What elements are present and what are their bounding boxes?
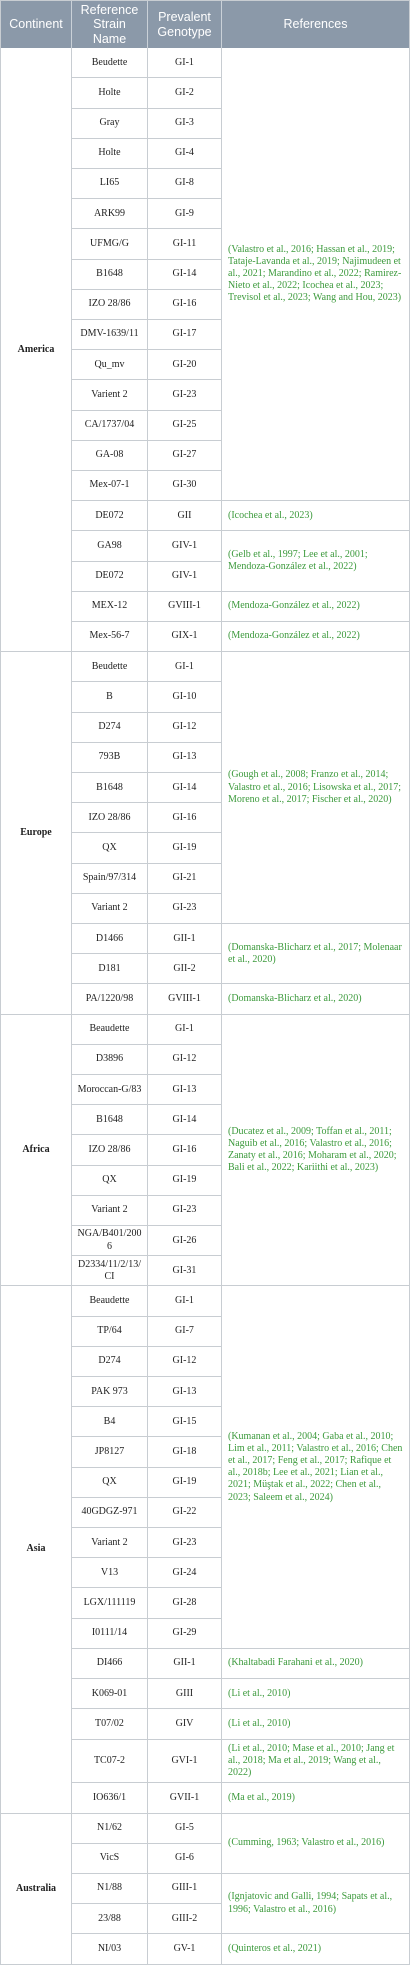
strain-name-cell: GA-08 — [72, 441, 148, 471]
strain-name-cell: IZO 28/86 — [72, 1135, 148, 1165]
genotype-cell: GI-1 — [148, 652, 222, 682]
reference-cell: (Domanska-Blicharz et al., 2020) — [222, 984, 409, 1014]
strain-name-cell: Variant 2 — [72, 1196, 148, 1226]
genotype-cell: GI-13 — [148, 1075, 222, 1105]
strain-name-cell: 23/88 — [72, 1904, 148, 1934]
genotype-cell: GIII — [148, 1679, 222, 1709]
strain-name-cell: Beaudette — [72, 1015, 148, 1045]
reference-cell: (Li et al., 2010) — [222, 1709, 409, 1739]
strain-name-cell: B1648 — [72, 260, 148, 290]
strain-name-cell: Beaudette — [72, 1286, 148, 1316]
strain-name-cell: Mex-07-1 — [72, 471, 148, 501]
strain-name-cell: PAK 973 — [72, 1377, 148, 1407]
header-references: References — [222, 1, 409, 48]
continent-name: Europe — [1, 652, 72, 1014]
strain-name-cell: N1/88 — [72, 1874, 148, 1904]
genotype-cell: GI-3 — [148, 109, 222, 139]
strain-name-cell: D274 — [72, 713, 148, 743]
genotype-cell: GI-14 — [148, 773, 222, 803]
genotype-cell: GI-31 — [148, 1256, 222, 1286]
genotype-cell: GI-22 — [148, 1498, 222, 1528]
header-prevalent-genotype: Prevalent Genotype — [148, 1, 222, 48]
genotype-cell: GI-21 — [148, 864, 222, 894]
strain-name-cell: TP/64 — [72, 1317, 148, 1347]
genotype-cell: GI-13 — [148, 743, 222, 773]
strain-name-cell: Holte — [72, 78, 148, 108]
strain-name-cell: QX — [72, 833, 148, 863]
strain-name-cell: 40GDGZ-971 — [72, 1498, 148, 1528]
strain-name-cell: B — [72, 682, 148, 712]
table-header — [1, 1, 409, 48]
strain-name-cell: QX — [72, 1468, 148, 1498]
strain-name-cell: N1/62 — [72, 1814, 148, 1844]
genotype-cell: GI-28 — [148, 1588, 222, 1618]
genotype-cell: GIV — [148, 1709, 222, 1739]
genotype-cell: GI-23 — [148, 1196, 222, 1226]
reference-cell: (Kumanan et al., 2004; Gaba et al., 2010; Lim et al., 2011; Valastro et al., 2016; Chen et al., 2017; Feng et al., 2017; Rafique et al., 2018b; Lee et al., 2021; Lian et al., 2021; Müştak et al., 2022; Chen et al., 2023; Saleem et al., 2024) — [222, 1286, 409, 1648]
strain-name-cell: D2334/11/2/13/CI — [72, 1256, 148, 1286]
table-row — [1, 652, 409, 682]
genotype-cell: GIV-1 — [148, 531, 222, 561]
genotype-cell: GIV-1 — [148, 562, 222, 592]
strain-name-cell: Spain/97/314 — [72, 864, 148, 894]
strain-name-cell: IZO 28/86 — [72, 290, 148, 320]
reference-cell: (Ducatez et al., 2009; Toffan et al., 2011; Naguib et al., 2016; Valastro et al., 2016; Zanaty et al., 2016; Moharam et al., 2020; Bali et al., 2022; Kariithi et al., 2023) — [222, 1015, 409, 1287]
genotype-cell: GI-8 — [148, 169, 222, 199]
continent-name: Australia — [1, 1814, 72, 1965]
reference-cell: (Mendoza-González et al., 2022) — [222, 592, 409, 622]
strain-name-cell: NGA/B401/2006 — [72, 1226, 148, 1256]
strain-name-cell: NI/03 — [72, 1934, 148, 1965]
genotype-cell: GI-1 — [148, 48, 222, 78]
table-body — [1, 48, 409, 1965]
genotype-cell: GII-2 — [148, 954, 222, 984]
reference-cell: (Quinteros et al., 2021) — [222, 1934, 409, 1965]
genotype-cell: GI-16 — [148, 803, 222, 833]
reference-cell: (Icochea et al., 2023) — [222, 501, 409, 531]
genotype-cell: GI-1 — [148, 1015, 222, 1045]
strain-name-cell: LGX/111119 — [72, 1588, 148, 1618]
genotype-cell: GVIII-1 — [148, 592, 222, 622]
strain-name-cell: DE072 — [72, 562, 148, 592]
reference-cell: (Gough et al., 2008; Franzo et al., 2014; Valastro et al., 2016; Lisowska et al., 2017; Moreno et al., 2017; Fischer et al., 2020) — [222, 652, 409, 924]
strain-name-cell: K069-01 — [72, 1679, 148, 1709]
genotype-cell: GI-10 — [148, 682, 222, 712]
strain-name-cell: Holte — [72, 139, 148, 169]
strain-name-cell: Variant 2 — [72, 894, 148, 924]
genotype-cell: GI-14 — [148, 260, 222, 290]
genotype-cell: GI-18 — [148, 1437, 222, 1467]
strain-name-cell: DI466 — [72, 1649, 148, 1679]
reference-cell: (Li et al., 2010) — [222, 1679, 409, 1709]
reference-cell: (Mendoza-González et al., 2022) — [222, 622, 409, 652]
strain-name-cell: ARK99 — [72, 199, 148, 229]
table-row — [1, 1286, 409, 1316]
genotype-cell: GI-25 — [148, 411, 222, 441]
strain-name-cell: D181 — [72, 954, 148, 984]
genotype-cell: GI-16 — [148, 290, 222, 320]
strain-name-cell: VicS — [72, 1844, 148, 1874]
strain-name-cell: Varient 2 — [72, 380, 148, 410]
continent-name: Asia — [1, 1286, 72, 1813]
strain-name-cell: D1466 — [72, 924, 148, 954]
strain-name-cell: Mex-56-7 — [72, 622, 148, 652]
genotype-cell: GI-19 — [148, 1166, 222, 1196]
genotype-cell: GI-16 — [148, 1135, 222, 1165]
genotype-cell: GI-23 — [148, 380, 222, 410]
strain-name-cell: Beudette — [72, 48, 148, 78]
strain-name-cell: IO636/1 — [72, 1783, 148, 1813]
genotype-cell: GI-6 — [148, 1844, 222, 1874]
strain-name-cell: B4 — [72, 1407, 148, 1437]
genotype-cell: GI-26 — [148, 1226, 222, 1256]
strain-name-cell: UFMG/G — [72, 229, 148, 259]
strain-name-cell: TC07-2 — [72, 1740, 148, 1784]
genotype-cell: GI-12 — [148, 1045, 222, 1075]
continent-name: America — [1, 48, 72, 652]
genotype-cell: GI-7 — [148, 1317, 222, 1347]
genotype-cell: GI-23 — [148, 894, 222, 924]
genotype-cell: GI-2 — [148, 78, 222, 108]
reference-cell: (Domanska-Blicharz et al., 2017; Molenaar et al., 2020) — [222, 924, 409, 984]
header-continent: Continent — [1, 1, 72, 48]
genotype-cell: GII-1 — [148, 924, 222, 954]
continent-name: Africa — [1, 1015, 72, 1287]
genotype-cell: GIII-1 — [148, 1874, 222, 1904]
reference-cell: (Valastro et al., 2016; Hassan et al., 2019; Tataje-Lavanda et al., 2019; Najimudeen et al., 2021; Marandino et al., 2022; Ramirez-Nieto et al., 2022; Icochea et al., 2023; Trevisol et al., 2023; Wang and Hou, 2023) — [222, 48, 409, 501]
genotype-cell: GI-29 — [148, 1619, 222, 1649]
strain-name-cell: IZO 28/86 — [72, 803, 148, 833]
table-row — [1, 1814, 409, 1844]
genotype-cell: GII — [148, 501, 222, 531]
reference-cell: (Cumming, 1963; Valastro et al., 2016) — [222, 1814, 409, 1874]
strain-name-cell: GA98 — [72, 531, 148, 561]
reference-cell: (Gelb et al., 1997; Lee et al., 2001; Mendoza-González et al., 2022) — [222, 531, 409, 591]
strain-name-cell: Moroccan-G/83 — [72, 1075, 148, 1105]
genotype-cell: GVII-1 — [148, 1783, 222, 1813]
genotype-cell: GI-24 — [148, 1558, 222, 1588]
genotype-cell: GI-11 — [148, 229, 222, 259]
genotype-cell: GI-12 — [148, 1347, 222, 1377]
strain-name-cell: D3896 — [72, 1045, 148, 1075]
strain-name-cell: JP8127 — [72, 1437, 148, 1467]
reference-cell: (Li et al., 2010; Mase et al., 2010; Jang et al., 2018; Ma et al., 2019; Wang et al., 2022) — [222, 1740, 409, 1784]
genotype-cell: GIII-2 — [148, 1904, 222, 1934]
strain-name-cell: D274 — [72, 1347, 148, 1377]
strain-name-cell: V13 — [72, 1558, 148, 1588]
reference-cell: (Ignjatovic and Galli, 1994; Sapats et al., 1996; Valastro et al., 2016) — [222, 1874, 409, 1934]
strain-name-cell: DMV-1639/11 — [72, 320, 148, 350]
strain-name-cell: CA/1737/04 — [72, 411, 148, 441]
strain-name-cell: QX — [72, 1166, 148, 1196]
strain-name-cell: I0111/14 — [72, 1619, 148, 1649]
genotype-cell: GVIII-1 — [148, 984, 222, 1014]
genotype-cell: GV-1 — [148, 1934, 222, 1965]
genotype-cell: GI-13 — [148, 1377, 222, 1407]
strain-name-cell: Beudette — [72, 652, 148, 682]
genotype-cell: GI-1 — [148, 1286, 222, 1316]
genotype-cell: GI-15 — [148, 1407, 222, 1437]
strain-name-cell: T07/02 — [72, 1709, 148, 1739]
genotype-cell: GI-9 — [148, 199, 222, 229]
genotype-cell: GI-19 — [148, 1468, 222, 1498]
genotype-cell: GI-20 — [148, 350, 222, 380]
genotype-cell: GI-14 — [148, 1105, 222, 1135]
strain-name-cell: Qu_mv — [72, 350, 148, 380]
table-row — [1, 1015, 409, 1045]
genotype-cell: GI-27 — [148, 441, 222, 471]
genotype-cell: GI-19 — [148, 833, 222, 863]
genotype-cell: GI-12 — [148, 713, 222, 743]
strain-name-cell: B1648 — [72, 773, 148, 803]
genotype-cell: GI-17 — [148, 320, 222, 350]
strain-genotype-table — [1, 1, 409, 1965]
reference-cell: (Ma et al., 2019) — [222, 1783, 409, 1813]
genotype-cell: GI-4 — [148, 139, 222, 169]
genotype-cell: GI-30 — [148, 471, 222, 501]
strain-name-cell: DE072 — [72, 501, 148, 531]
strain-name-cell: 793B — [72, 743, 148, 773]
table-row — [1, 48, 409, 78]
genotype-cell: GIX-1 — [148, 622, 222, 652]
header-row — [1, 1, 409, 48]
genotype-cell: GI-5 — [148, 1814, 222, 1844]
strain-name-cell: PA/1220/98 — [72, 984, 148, 1014]
reference-cell: (Khaltabadi Farahani et al., 2020) — [222, 1649, 409, 1679]
strain-name-cell: B1648 — [72, 1105, 148, 1135]
genotype-cell: GII-1 — [148, 1649, 222, 1679]
strain-name-cell: MEX-12 — [72, 592, 148, 622]
strain-name-cell: Gray — [72, 109, 148, 139]
header-reference-strain-name: Reference Strain Name — [72, 1, 148, 48]
genotype-cell: GI-23 — [148, 1528, 222, 1558]
genotype-cell: GVI-1 — [148, 1740, 222, 1784]
strain-name-cell: Variant 2 — [72, 1528, 148, 1558]
strain-name-cell: LI65 — [72, 169, 148, 199]
